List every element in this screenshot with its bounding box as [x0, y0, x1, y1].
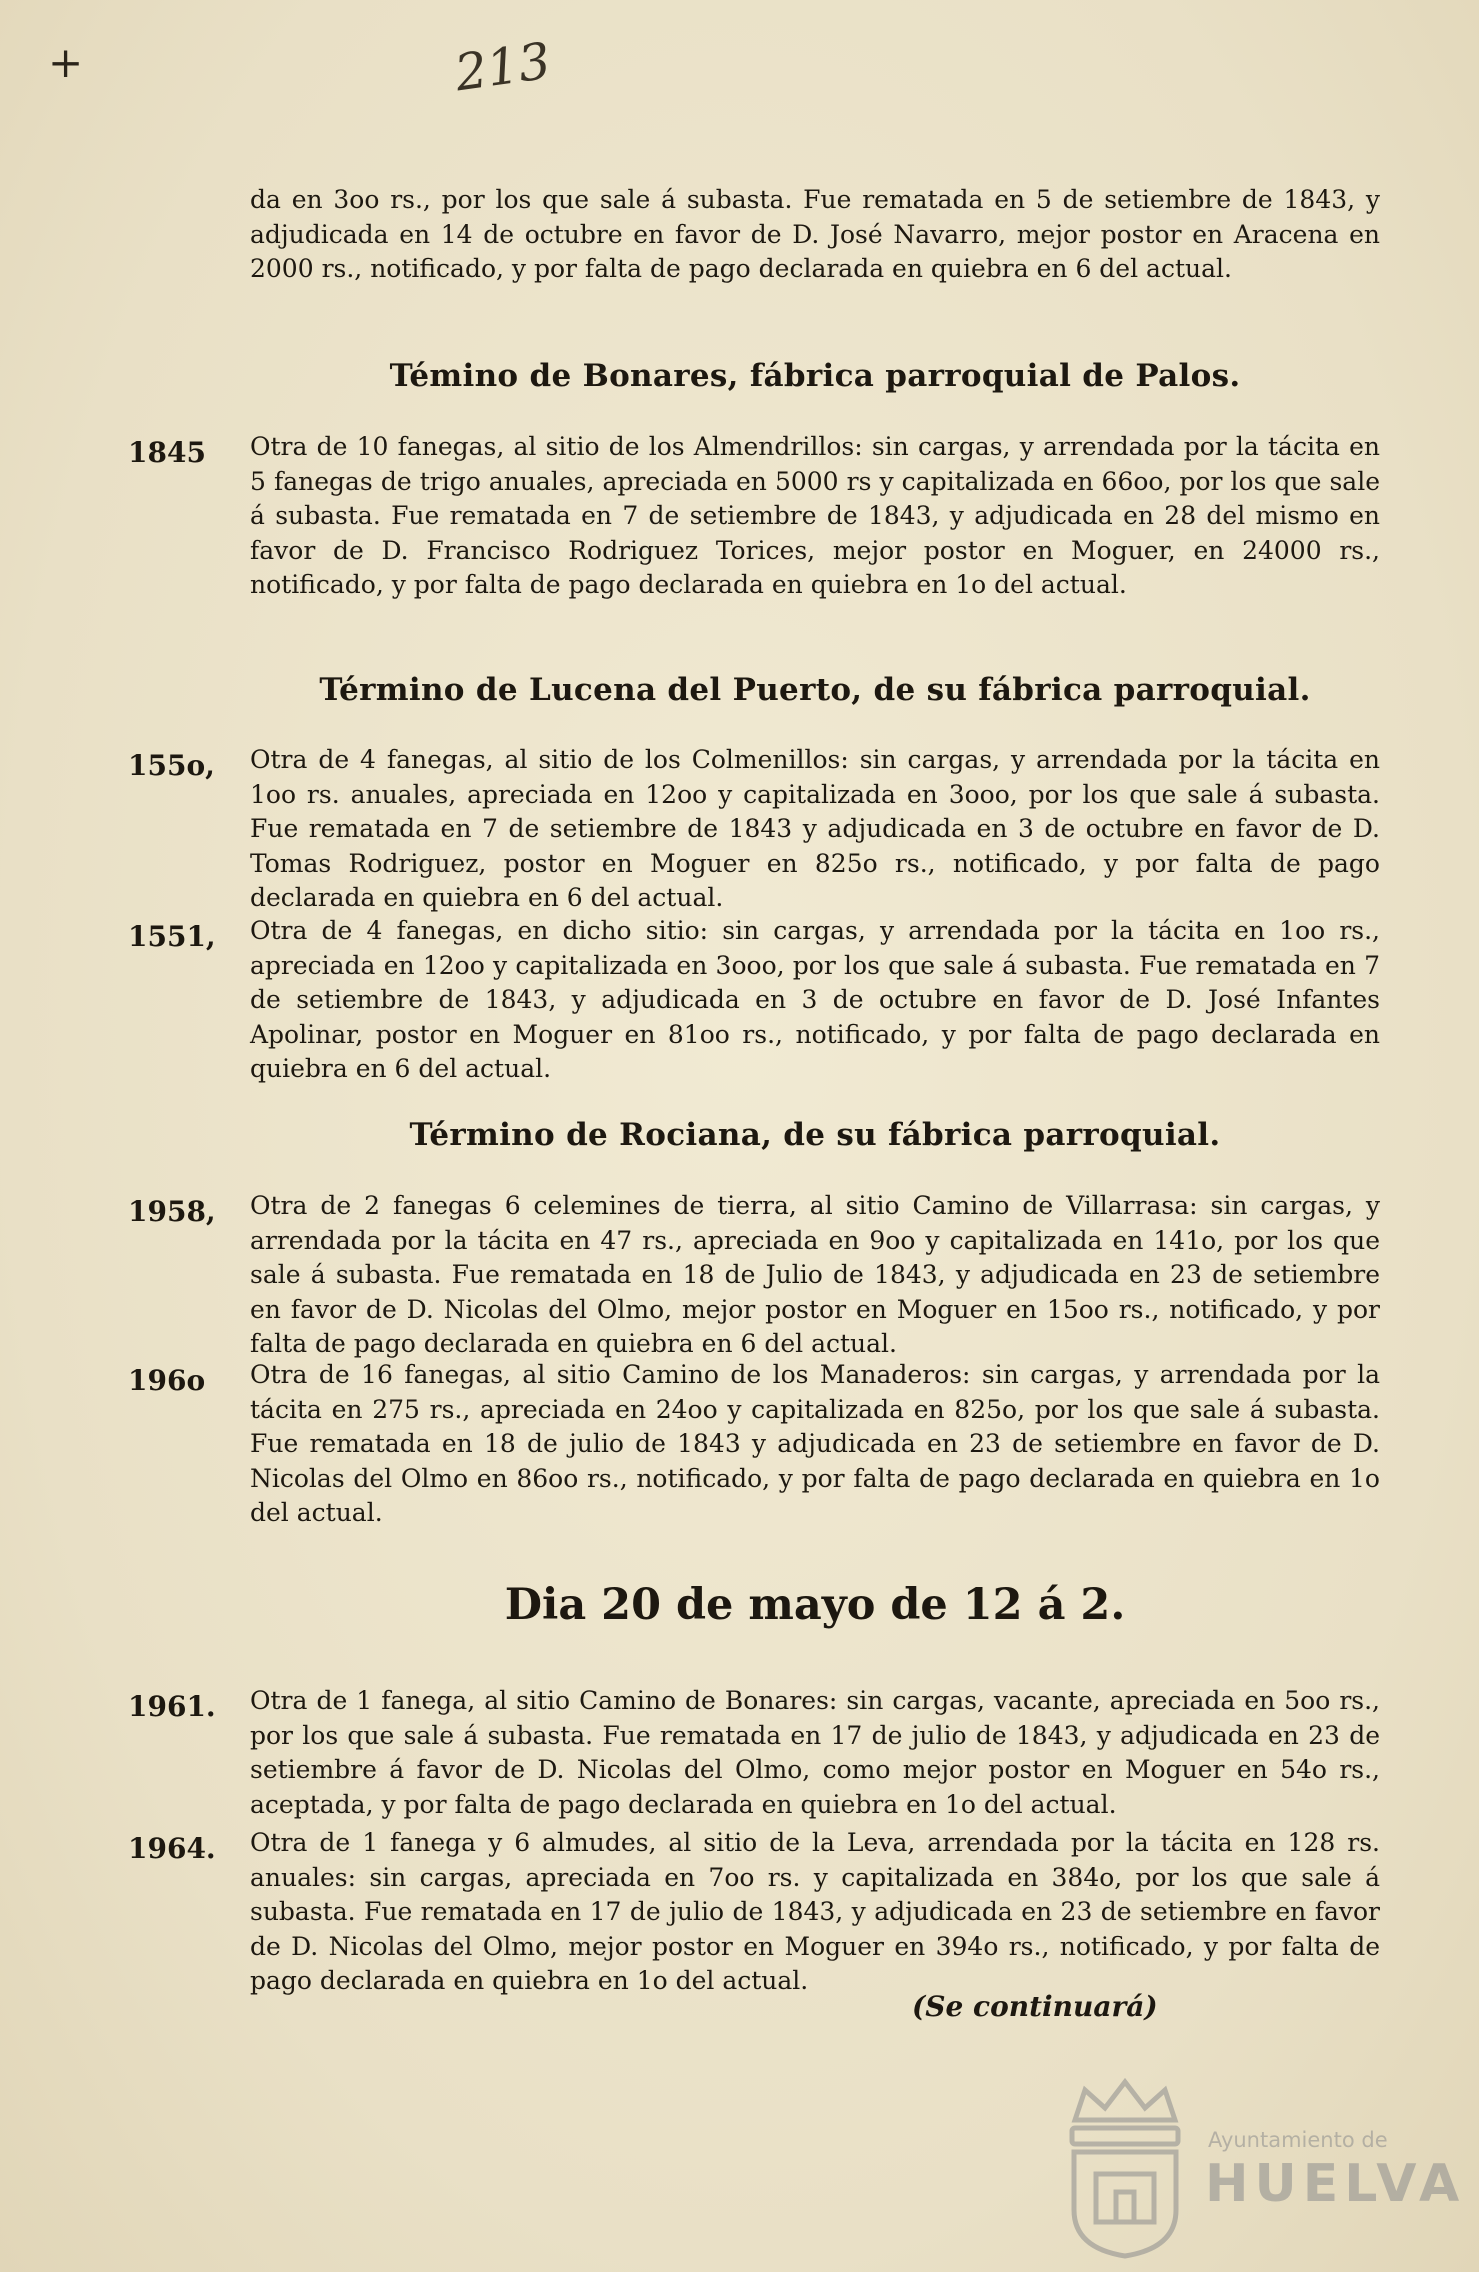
watermark-title: HUELVA	[1205, 2154, 1466, 2214]
continuation-note: (Se continuará)	[912, 1990, 1158, 2023]
entry-paragraph: Otra de 1 fanega, al sitio Camino de Bonares: sin cargas, vacante, apreciada en 5oo rs., por los que sale á subasta. Fue rematada en 17 de julio de 1843, y adjudicada en 23 de setiembre á favor de D. Nicolas del Olmo, como mejor postor en Moguer en 54o rs., aceptada, y por falta de pago declarada en quiebra en 1o del actual.	[250, 1686, 1380, 1819]
entry-number: 155o,	[128, 749, 215, 782]
day-heading: Dia 20 de mayo de 12 á 2.	[504, 1580, 1126, 1630]
watermark-subtitle: Ayuntamiento de	[1208, 2128, 1388, 2152]
entry-number: 1551,	[128, 920, 216, 953]
huelva-watermark-logo	[1060, 2070, 1466, 2270]
section-heading-lucena: Término de Lucena del Puerto, de su fábrica parroquial.	[319, 672, 1311, 708]
entry-number: 196o	[128, 1364, 206, 1397]
entry-number: 1964.	[128, 1832, 216, 1865]
entry-number: 1958,	[128, 1195, 216, 1228]
folio-number: 213	[451, 31, 555, 103]
entry-paragraph: Otra de 16 fanegas, al sitio Camino de los Manaderos: sin cargas, y arrendada por la tácita en 275 rs., apreciada en 24oo y capitalizada en 825o, por los que sale á subasta. Fue rematada en 18 de julio de 1843 y adjudicada en 23 de setiembre en favor de D. Nicolas del Olmo en 86oo rs., notificado, y por falta de pago declarada en quiebra en 1o del actual.	[250, 1360, 1380, 1527]
paragraph-continued: da en 3oo rs., por los que sale á subasta. Fue rematada en 5 de setiembre de 1843, y adjudicada en 14 de octubre en favor de D. José Navarro, mejor postor en Aracena en 2000 rs., notificado, y por falta de pago declarada en quiebra en 6 del actual.	[250, 185, 1380, 283]
entry-number: 1961.	[128, 1690, 216, 1723]
entry-paragraph: Otra de 2 fanegas 6 celemines de tierra, al sitio Camino de Villarrasa: sin cargas, y arrendada por la tácita en 47 rs., apreciada en 9oo y capitalizada en 141o, por los que sale á subasta. Fue rematada en 18 de Julio de 1843, y adjudicada en 23 de setiembre en favor de D. Nicolas del Olmo, mejor postor en Moguer en 15oo rs., notificado, y por falta de pago declarada en quiebra en 6 del actual.	[250, 1191, 1380, 1358]
section-heading-rociana: Término de Rociana, de su fábrica parroquial.	[409, 1117, 1221, 1153]
section-heading-bonares: Témino de Bonares, fábrica parroquial de Palos.	[389, 358, 1241, 394]
entry-number: 1845	[128, 436, 206, 469]
entry-paragraph: Otra de 4 fanegas, al sitio de los Colmenillos: sin cargas, y arrendada por la tácita en 1oo rs. anuales, apreciada en 12oo y capitalizada en 3ooo, por los que sale á subasta. Fue rematada en 7 de setiembre de 1843 y adjudicada en 3 de octubre en favor de D. Tomas Rodriguez, postor en Moguer en 825o rs., notificado, y por falta de pago declarada en quiebra en 6 del actual.	[250, 745, 1380, 912]
entry-paragraph: Otra de 10 fanegas, al sitio de los Almendrillos: sin cargas, y arrendada por la tácita en 5 fanegas de trigo anuales, apreciada en 5000 rs y capitalizada en 66oo, por los que sale á subasta. Fue rematada en 7 de setiembre de 1843, y adjudicada en 28 del mismo en favor de D. Francisco Rodriguez Torices, mejor postor en Moguer, en 24000 rs., notificado, y por falta de pago declarada en quiebra en 1o del actual.	[250, 432, 1380, 599]
entry-paragraph: Otra de 1 fanega y 6 almudes, al sitio de la Leva, arrendada por la tácita en 128 rs. anuales: sin cargas, apreciada en 7oo rs. y capitalizada en 384o, por los que sale á subasta. Fue rematada en 17 de julio de 1843, y adjudicada en 23 de setiembre en favor de D. Nicolas del Olmo, mejor postor en Moguer en 394o rs., notificado, y por falta de pago declarada en quiebra en 1o del actual.	[250, 1828, 1380, 1995]
entry-paragraph: Otra de 4 fanegas, en dicho sitio: sin cargas, y arrendada por la tácita en 1oo rs., apreciada en 12oo y capitalizada en 3ooo, por los que sale á subasta. Fue rematada en 7 de setiembre de 1843, y adjudicada en 3 de octubre en favor de D. José Infantes Apolinar, postor en Moguer en 81oo rs., notificado, y por falta de pago declarada en quiebra en 6 del actual.	[250, 916, 1380, 1083]
edge-mark: +	[48, 38, 84, 87]
crest-icon	[1060, 2070, 1190, 2260]
